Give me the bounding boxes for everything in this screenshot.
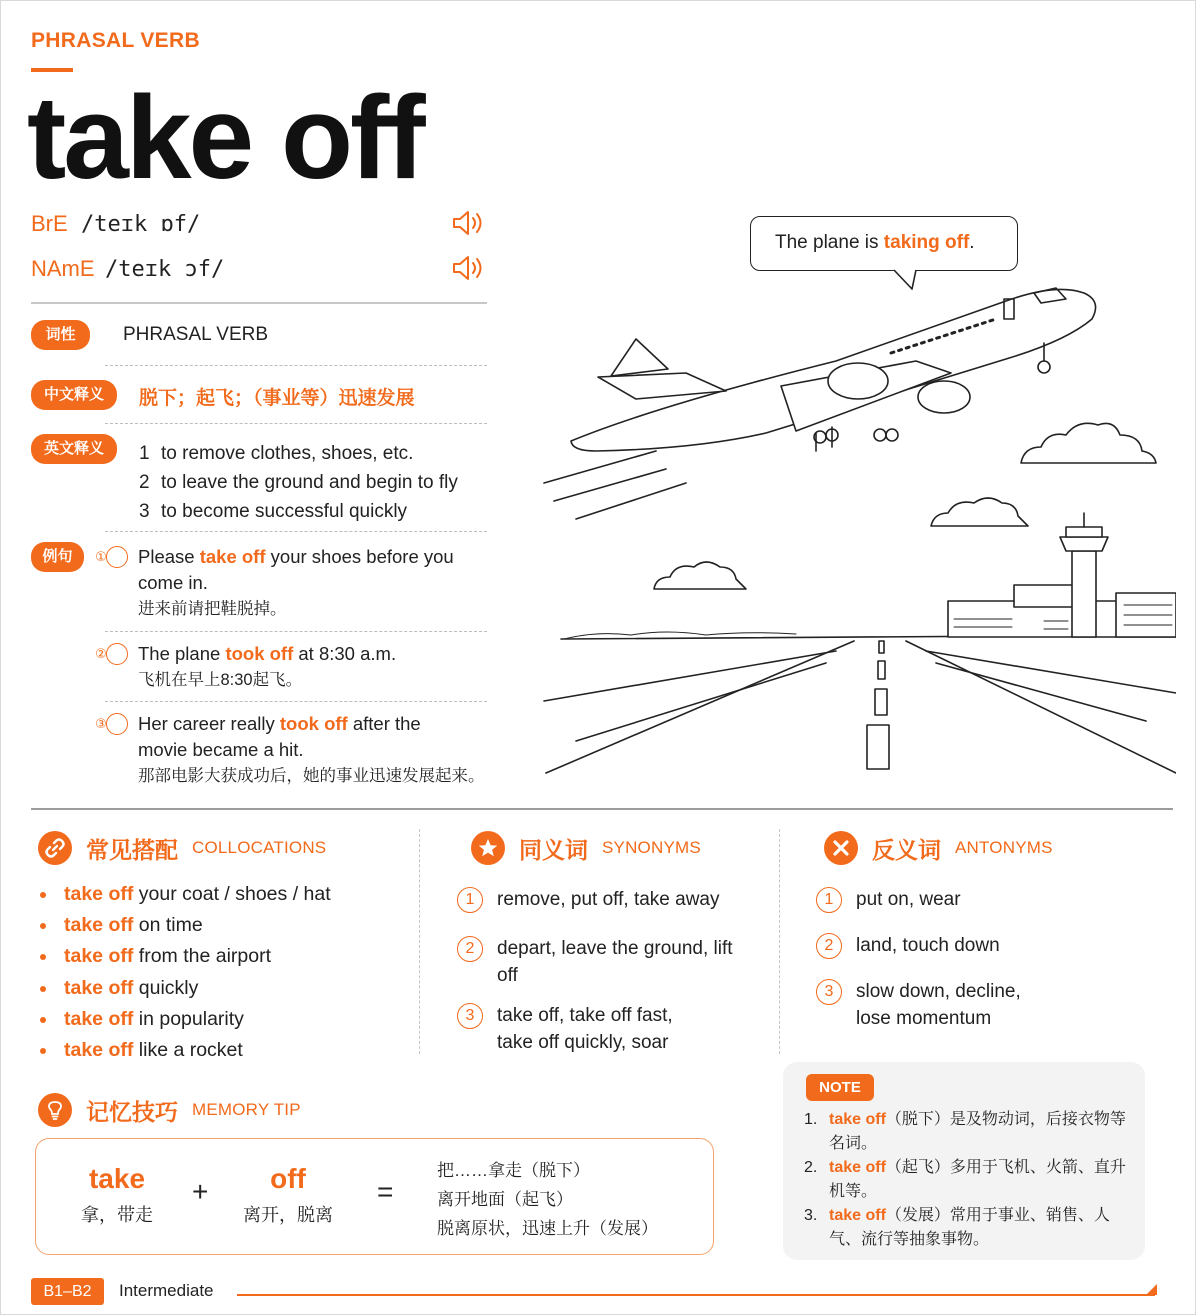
collocations-header: 常见搭配 COLLOCATIONS xyxy=(38,831,326,865)
column-divider xyxy=(779,829,780,1054)
example-3: ③ Her career really took off after the movie became a hit. 那部电影大获成功后，她的事业迅速发展起来。 xyxy=(95,713,485,785)
bre-ipa: /teɪk ɒf/ xyxy=(81,212,201,237)
list-item: 2. take off（起飞）多用于飞机、火箭、直升机等。 xyxy=(804,1159,1126,1200)
part-of-speech-kicker: PHRASAL VERB xyxy=(31,29,200,52)
examples-tag: 例句 xyxy=(31,542,84,572)
divider xyxy=(31,808,1173,810)
speech-bubble-tail xyxy=(894,269,920,291)
level-text: Intermediate xyxy=(119,1281,214,1300)
lightbulb-icon xyxy=(38,1093,72,1127)
cn-meaning-tag: 中文释义 xyxy=(31,380,117,410)
collocations-list xyxy=(39,879,331,1066)
memory-tip-header: 记忆技巧 MEMORY TIP xyxy=(38,1093,301,1127)
en-definitions xyxy=(139,439,458,526)
list-item: 1 remove, put off, take away xyxy=(457,886,747,913)
list-item: 1 put on, wear xyxy=(816,886,1116,913)
equals-sign: = xyxy=(377,1176,394,1207)
airplane-takeoff-illustration xyxy=(536,201,1176,781)
list-item: take off your coat / shoes / hat xyxy=(39,879,331,910)
headword: take off xyxy=(27,72,423,204)
speaker-icon[interactable] xyxy=(451,254,487,282)
definition-item: 1 to remove clothes, shoes, etc. xyxy=(139,443,414,464)
antonyms-header: 反义词 ANTONYMS xyxy=(824,831,1053,865)
corner-mark xyxy=(1146,1284,1158,1296)
list-item: take off on time xyxy=(39,910,331,941)
pronunciation-name xyxy=(31,256,224,282)
example-1: ① Please take off your shoes before you come in. 进来前请把鞋脱掉。 xyxy=(95,546,454,618)
note-list xyxy=(804,1108,1139,1252)
divider xyxy=(105,531,487,532)
plus-sign: + xyxy=(192,1176,209,1207)
divider xyxy=(105,631,487,632)
list-item: 3 take off, take off fast, take off quickly, soar xyxy=(457,1002,747,1056)
list-item: 2 land, touch down xyxy=(816,932,1116,959)
column-divider xyxy=(419,829,420,1054)
name-label: NAmE xyxy=(31,256,95,281)
list-item: take off in popularity xyxy=(39,1004,331,1035)
en-meaning-tag: 英文释义 xyxy=(31,434,117,464)
link-icon xyxy=(38,831,72,865)
divider xyxy=(105,365,487,366)
example-2: ② The plane took off at 8:30 a.m. 飞机在早上8:30起飞。 xyxy=(95,643,397,689)
divider xyxy=(105,701,487,702)
pos-tag: 词性 xyxy=(31,320,90,350)
speech-bubble-text: The plane is taking off. xyxy=(775,232,975,253)
tip-word-take: take 拿，带走 xyxy=(81,1163,153,1225)
bre-label: BrE xyxy=(31,211,68,236)
definition-item: 2 to leave the ground and begin to fly xyxy=(139,472,458,493)
list-item: 2 depart, leave the ground, lift off xyxy=(457,935,747,989)
list-item: take off from the airport xyxy=(39,941,331,972)
list-item: take off like a rocket xyxy=(39,1035,331,1066)
list-item: take off quickly xyxy=(39,973,331,1004)
tip-word-off: off 离开，脱离 xyxy=(243,1163,333,1225)
pos-value: PHRASAL VERB xyxy=(123,324,269,345)
note-tag: NOTE xyxy=(806,1074,874,1101)
list-item: 1. take off（脱下）是及物动词，后接衣物等名词。 xyxy=(804,1111,1126,1152)
level-badge: B1–B2 xyxy=(31,1278,104,1305)
divider xyxy=(105,423,487,424)
footer-line xyxy=(237,1294,1155,1296)
divider xyxy=(31,302,487,304)
speaker-icon[interactable] xyxy=(451,209,487,237)
definition-item: 3 to become successful quickly xyxy=(139,501,408,522)
pronunciation-bre xyxy=(31,211,200,237)
name-ipa: /teɪk ɔf/ xyxy=(105,257,225,282)
close-icon xyxy=(824,831,858,865)
list-item: 3. take off（发展）常用于事业、销售、人气、流行等抽象事物。 xyxy=(804,1207,1110,1248)
tip-results: 把……拿走（脱下） 离开地面（起飞） 脱离原状，迅速上升（发展） xyxy=(437,1161,658,1238)
list-item: 3 slow down, decline, lose momentum xyxy=(816,978,1116,1032)
cn-meaning-value: 脱下；起飞；（事业等）迅速发展 xyxy=(139,388,415,409)
star-icon xyxy=(471,831,505,865)
synonyms-header: 同义词 SYNONYMS xyxy=(471,831,701,865)
